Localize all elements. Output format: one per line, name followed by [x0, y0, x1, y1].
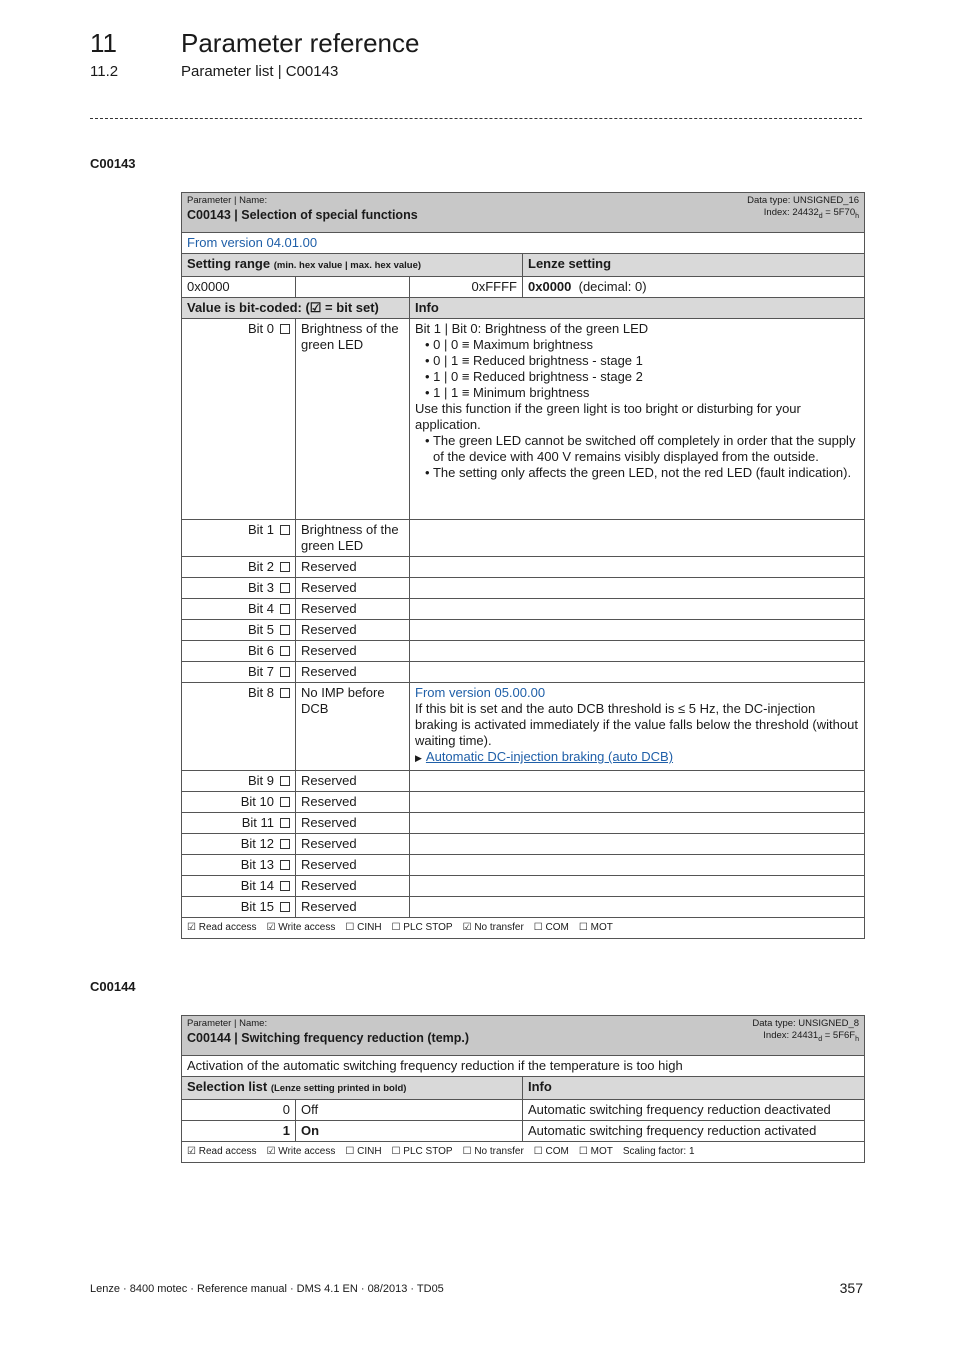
info-label: Info	[410, 298, 865, 319]
section-number: 11.2	[90, 63, 119, 80]
checkbox-icon	[280, 667, 290, 677]
checkbox-icon	[280, 604, 290, 614]
bit-row: Bit 2 Reserved	[182, 557, 865, 578]
bit-row: Bit 5 Reserved	[182, 620, 865, 641]
checkbox-icon	[280, 881, 290, 891]
checkbox-icon	[280, 625, 290, 635]
bit-row: Bit 8 No IMP before DCB From version 05.00.00 If this bit is set and the auto DCB threshold is ≤ 5 Hz, the DC-injection braking is activated immediately if the value falls below the threshold (without waiting time). ▶ Automatic DC-injection braking (auto DCB)	[182, 683, 865, 771]
data-type: Data type: UNSIGNED_8	[752, 1018, 860, 1029]
bit8-info: From version 05.00.00 If this bit is set and the auto DCB threshold is ≤ 5 Hz, the DC-injection braking is activated immediately if the value falls below the threshold (without waiting time). ▶ Automatic DC-injection braking (auto DCB)	[410, 683, 865, 771]
bit-row: Bit 9 Reserved	[182, 771, 865, 792]
page-footer: Lenze · 8400 motec · Reference manual · DMS 4.1 EN · 08/2013 · TD05	[90, 1283, 444, 1295]
lenze-value: 0x0000	[528, 279, 572, 294]
bit-row: Bit 12 Reserved	[182, 834, 865, 855]
bit-row: Bit 6 Reserved	[182, 641, 865, 662]
c00144-access-footer: ☑ Read access ☑ Write access ☐ CINH ☐ PLC STOP ☐ No transfer ☐ COM ☐ MOT Scaling factor: 1	[182, 1142, 865, 1163]
chapter-title: Parameter reference	[181, 28, 420, 58]
page-number: 357	[839, 1280, 863, 1296]
checkbox-icon	[280, 818, 290, 828]
bitcoded-header	[182, 298, 865, 319]
checkbox-icon	[280, 562, 290, 572]
max-value: 0xFFFF	[410, 277, 523, 298]
checkbox-icon	[280, 902, 290, 912]
bit-row: Bit 15 Reserved	[182, 897, 865, 918]
bit-row: Bit 3 Reserved	[182, 578, 865, 599]
param-label: Parameter | Name:	[187, 1018, 268, 1029]
c00143-access-footer: ☑ Read access ☑ Write access ☐ CINH ☐ PLC STOP ☑ No transfer ☐ COM ☐ MOT	[182, 918, 865, 939]
section-title: Parameter list | C00143	[181, 63, 339, 80]
index: Index: $24432_d = 5F70_h$	[763, 207, 860, 220]
selection-header: Selection list (Lenze setting printed in bold) Info	[182, 1077, 865, 1100]
checkbox-icon	[280, 797, 290, 807]
bit-row: Bit 0 Brightness of the green LED Bit 1 | Bit 0: Brightness of the green LED • 0 | 0 ≡ Maximum brightness • 0 | 1 ≡ Reduced brightness - stage 1 • 1 | 0 ≡ Reduced brightness - stage 2 • 1 | 1 ≡ Minimum brightness Use this function if the green light is too bright or disturbing for your application. • The green LED cannot be switched off completely in order that the supply of the device with 400 V remains visibly displayed from the outside. • The setting only affects the green LED, not the red LED (fault indication).	[182, 319, 865, 520]
c00143-table	[181, 192, 865, 939]
version-row	[182, 233, 865, 254]
c00143-heading: C00143	[90, 156, 136, 171]
selection-row: 1 On Automatic switching frequency reduction activated	[182, 1121, 865, 1142]
description-row: Activation of the automatic switching frequency reduction if the temperature is too high	[182, 1056, 865, 1077]
checkbox-icon	[280, 324, 290, 334]
bit-row: Bit 11 Reserved	[182, 813, 865, 834]
bit-row: Bit 13 Reserved	[182, 855, 865, 876]
version-text: From version 04.01.00	[182, 233, 865, 254]
checkbox-icon	[280, 839, 290, 849]
chapter-number: 11	[90, 28, 117, 58]
bit0-info: Bit 1 | Bit 0: Brightness of the green LED • 0 | 0 ≡ Maximum brightness • 0 | 1 ≡ Reduced brightness - stage 1 • 1 | 0 ≡ Reduced brightness - stage 2 • 1 | 1 ≡ Minimum brightness Use this function if the green light is too bright or disturbing for your application. • The green LED cannot be switched off completely in order that the supply of the device with 400 V remains visibly displayed from the outside. • The setting only affects the green LED, not the red LED (fault indication).	[410, 319, 865, 520]
checkbox-icon	[280, 646, 290, 656]
checkbox-icon	[280, 688, 290, 698]
auto-dcb-link[interactable]: Automatic DC-injection braking (auto DCB)	[425, 749, 674, 764]
param-name: C00144 | Switching frequency reduction (temp.)	[187, 1031, 470, 1045]
index: Index: $24431_d = 5F6F_h$	[763, 1030, 860, 1043]
dashed-divider	[90, 118, 862, 119]
data-type: Data type: UNSIGNED_16	[747, 195, 860, 206]
selection-row: 0 Off Automatic switching frequency reduction deactivated	[182, 1100, 865, 1121]
checkbox-icon	[280, 860, 290, 870]
c00144-header-row	[182, 1016, 865, 1056]
c00144-table	[181, 1015, 865, 1163]
setting-range-row: 0x0000 0xFFFF 0x0000 (decimal: 0)	[182, 277, 865, 298]
bit-row: Bit 14 Reserved	[182, 876, 865, 897]
min-value: 0x0000	[182, 277, 296, 298]
setting-range-label: Setting range	[187, 256, 271, 271]
bit-row: Bit 1 Brightness of the green LED	[182, 520, 865, 557]
checkbox-icon	[280, 525, 290, 535]
param-name: C00143 | Selection of special functions	[187, 208, 418, 222]
c00143-header-row	[182, 193, 865, 233]
arrow-right-icon: ▶	[415, 753, 422, 763]
setting-range-header: Setting range (min. hex value | max. hex value) Lenze setting	[182, 254, 865, 277]
bit-row: Bit 10 Reserved	[182, 792, 865, 813]
checkbox-icon	[280, 776, 290, 786]
param-label: Parameter | Name:	[187, 195, 268, 206]
bitcoded-label: Value is bit-coded: (☑ = bit set)	[182, 298, 410, 319]
bit-row: Bit 4 Reserved	[182, 599, 865, 620]
checkbox-icon	[280, 583, 290, 593]
c00144-heading: C00144	[90, 979, 136, 994]
bit-row: Bit 7 Reserved	[182, 662, 865, 683]
lenze-setting-label: Lenze setting	[523, 254, 865, 277]
